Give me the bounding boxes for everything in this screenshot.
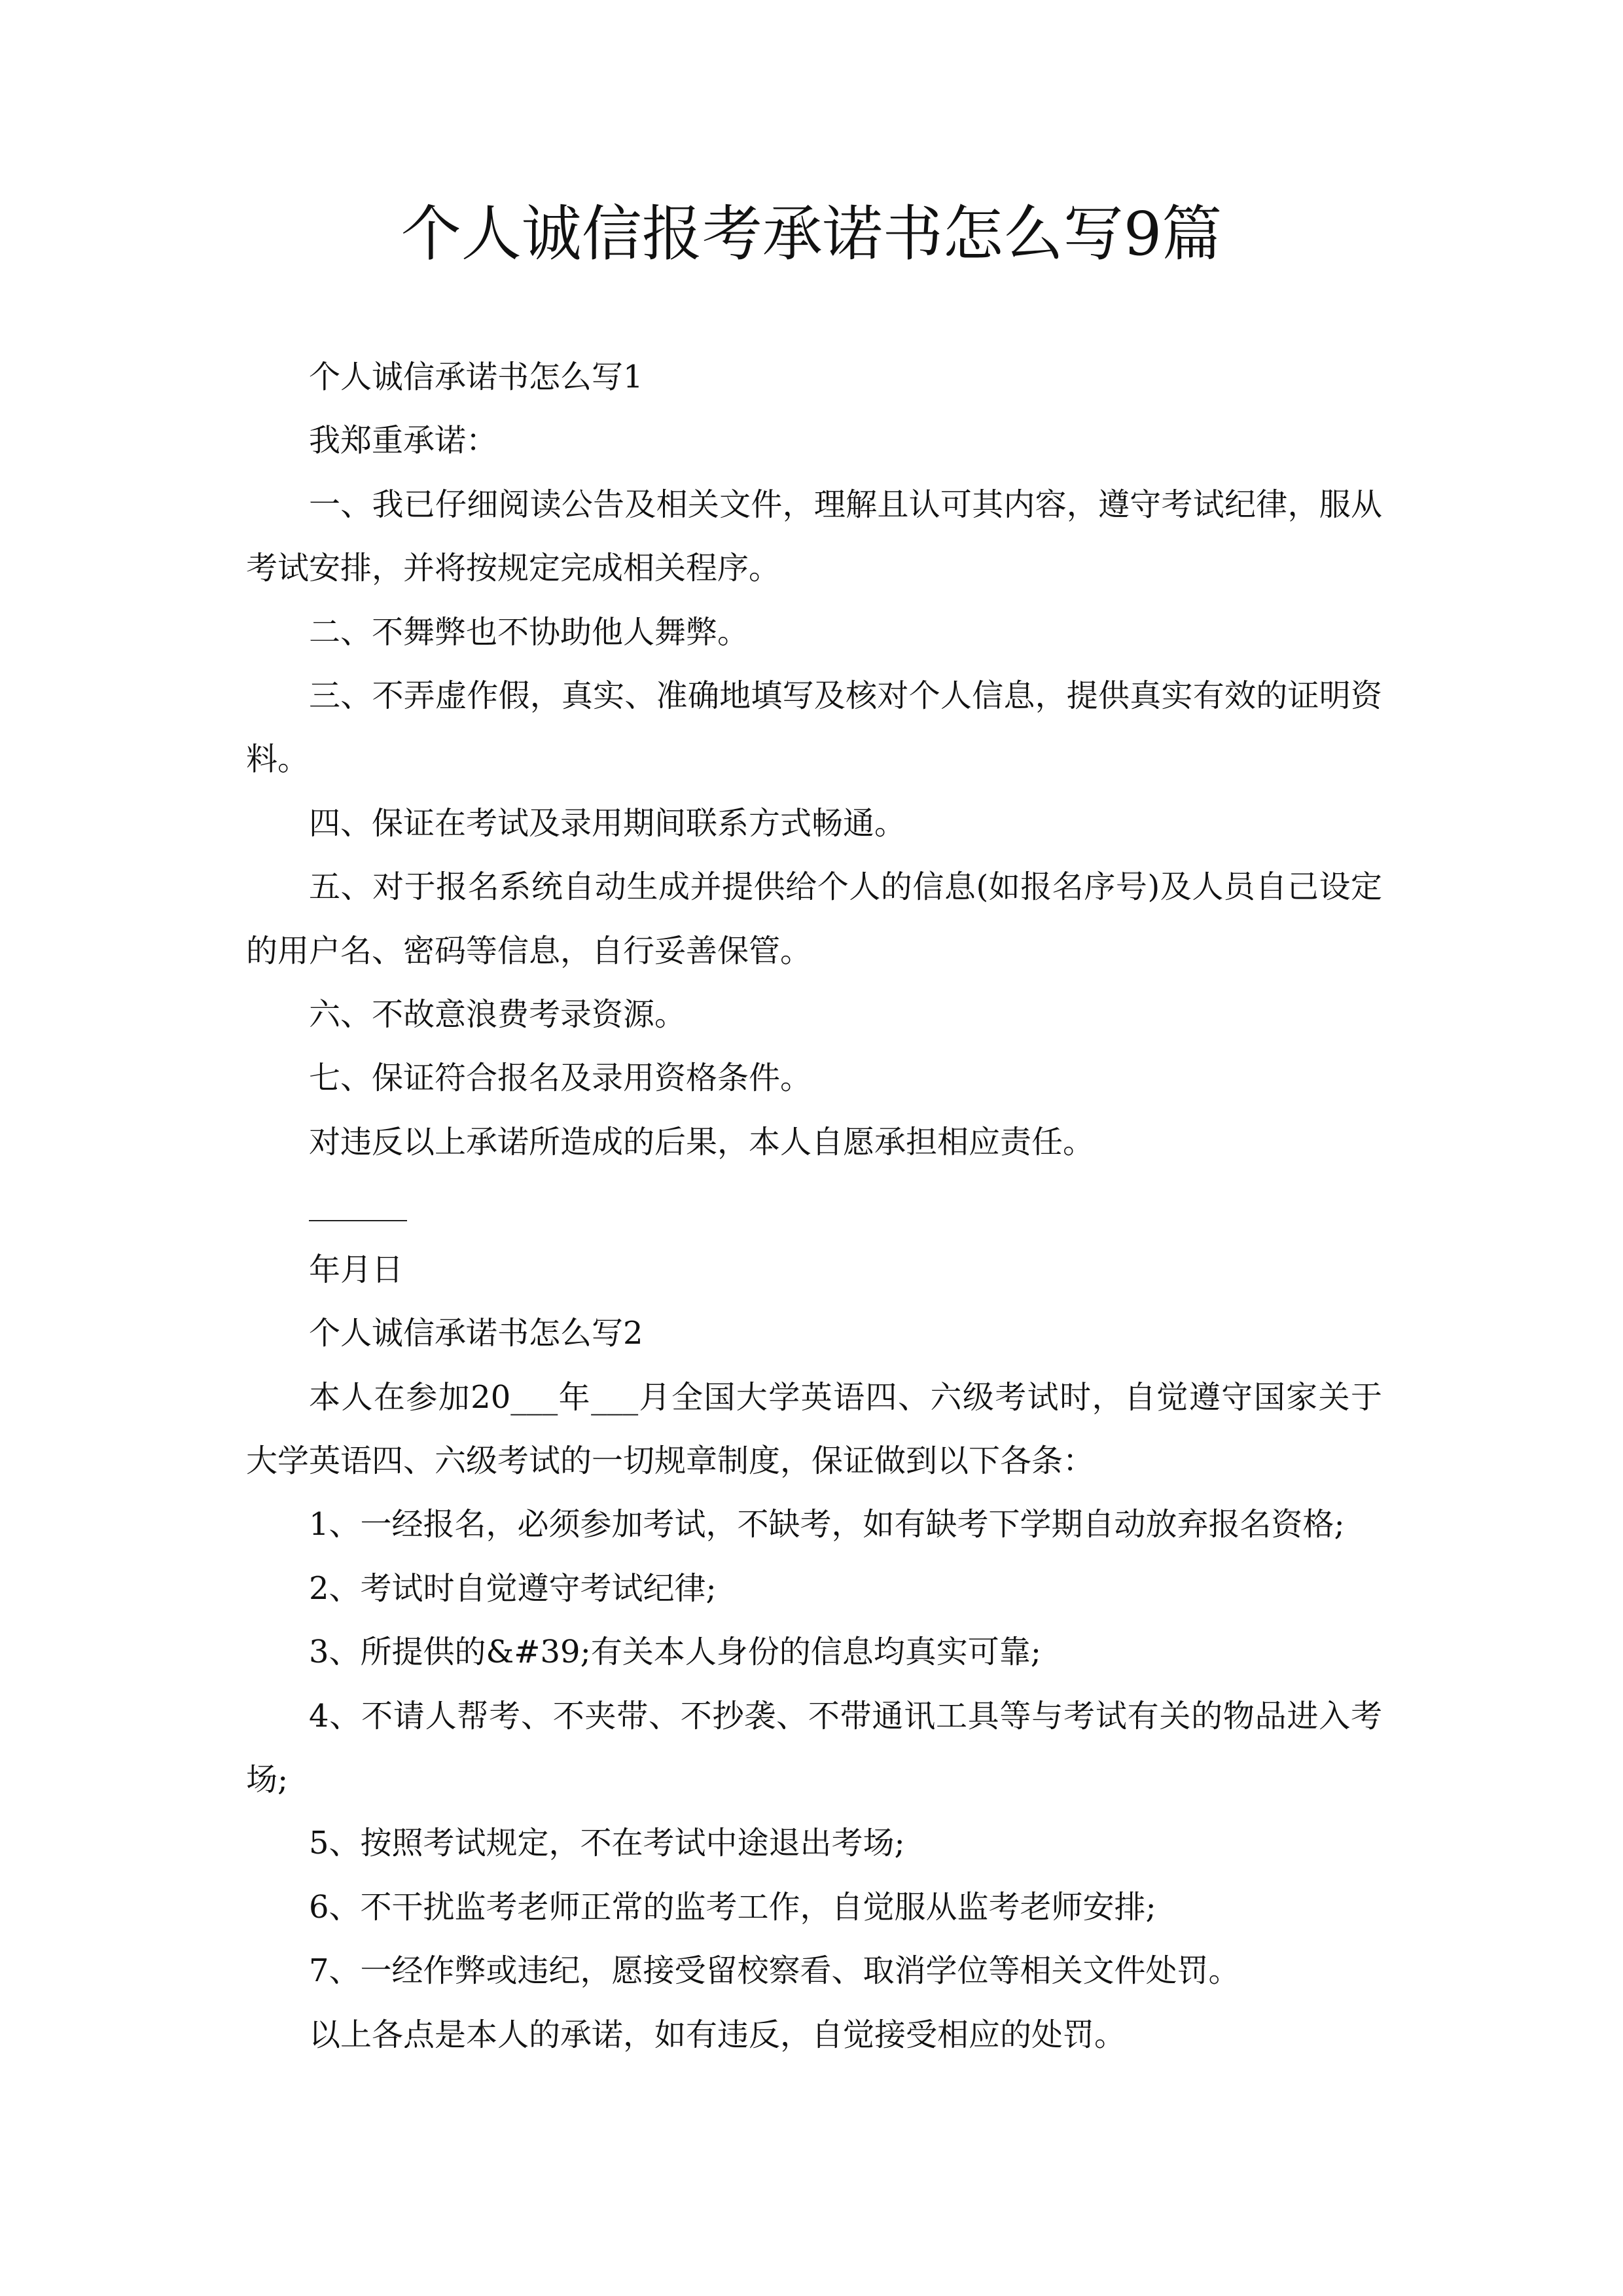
list-item: 4、不请人帮考、不夹带、不抄袭、不带通讯工具等与考试有关的物品进入考场; (246, 1697, 1382, 1798)
list-item: 3、所提供的&#39;有关本人身份的信息均真实可靠; (309, 1634, 1041, 1671)
signature-line-row (246, 1174, 1382, 1238)
paragraph: 我郑重承诺： (309, 422, 498, 459)
section-heading-2: 个人诚信承诺书怎么写2 (309, 1315, 643, 1352)
paragraph: 七、保证符合报名及录用资格条件。 (309, 1060, 812, 1097)
document-body (246, 346, 1382, 2067)
paragraph: 五、对于报名系统自动生成并提供给个人的信息(如报名序号)及人员自己设定的用户名、密码等信息，自行妥善保管。 (246, 869, 1382, 969)
paragraph: 二、不舞弊也不协助他人舞弊。 (309, 613, 749, 651)
section-heading-1: 个人诚信承诺书怎么写1 (309, 359, 643, 395)
paragraph: 三、不弄虚作假，真实、准确地填写及核对个人信息，提供真实有效的证明资料。 (246, 677, 1382, 778)
list-item: 2、考试时自觉遵守考试纪律; (309, 1570, 717, 1607)
document-title: 个人诚信报考承诺书怎么写9篇 (401, 199, 1222, 269)
paragraph: 以上各点是本人的承诺，如有违反，自觉接受相应的处罚。 (309, 2016, 1126, 2053)
list-item: 7、一经作弊或违纪，愿接受留校察看、取消学位等相关文件处罚。 (309, 1952, 1240, 1990)
paragraph: 本人在参加20___年___月全国大学英语四、六级考试时，自觉遵守国家关于大学英语四、六级考试的一切规章制度，保证做到以下各条： (246, 1378, 1382, 1479)
date-label: 年月日 (309, 1251, 404, 1288)
signature-line (309, 1174, 407, 1221)
list-item: 6、不干扰监考老师正常的监考工作，自觉服从监考老师安排; (309, 1888, 1156, 1926)
paragraph: 一、我已仔细阅读公告及相关文件，理解且认可其内容，遵守考试纪律，服从考试安排，并将按规定完成相关程序。 (246, 486, 1382, 587)
paragraph: 六、不故意浪费考录资源。 (309, 996, 687, 1033)
list-item: 5、按照考试规定，不在考试中途退出考场; (309, 1825, 905, 1862)
paragraph: 对违反以上承诺所造成的后果，本人自愿承担相应责任。 (309, 1123, 1095, 1160)
paragraph: 四、保证在考试及录用期间联系方式畅通。 (309, 804, 906, 842)
list-item: 1、一经报名，必须参加考试，不缺考，如有缺考下学期自动放弃报名资格; (309, 1506, 1345, 1543)
